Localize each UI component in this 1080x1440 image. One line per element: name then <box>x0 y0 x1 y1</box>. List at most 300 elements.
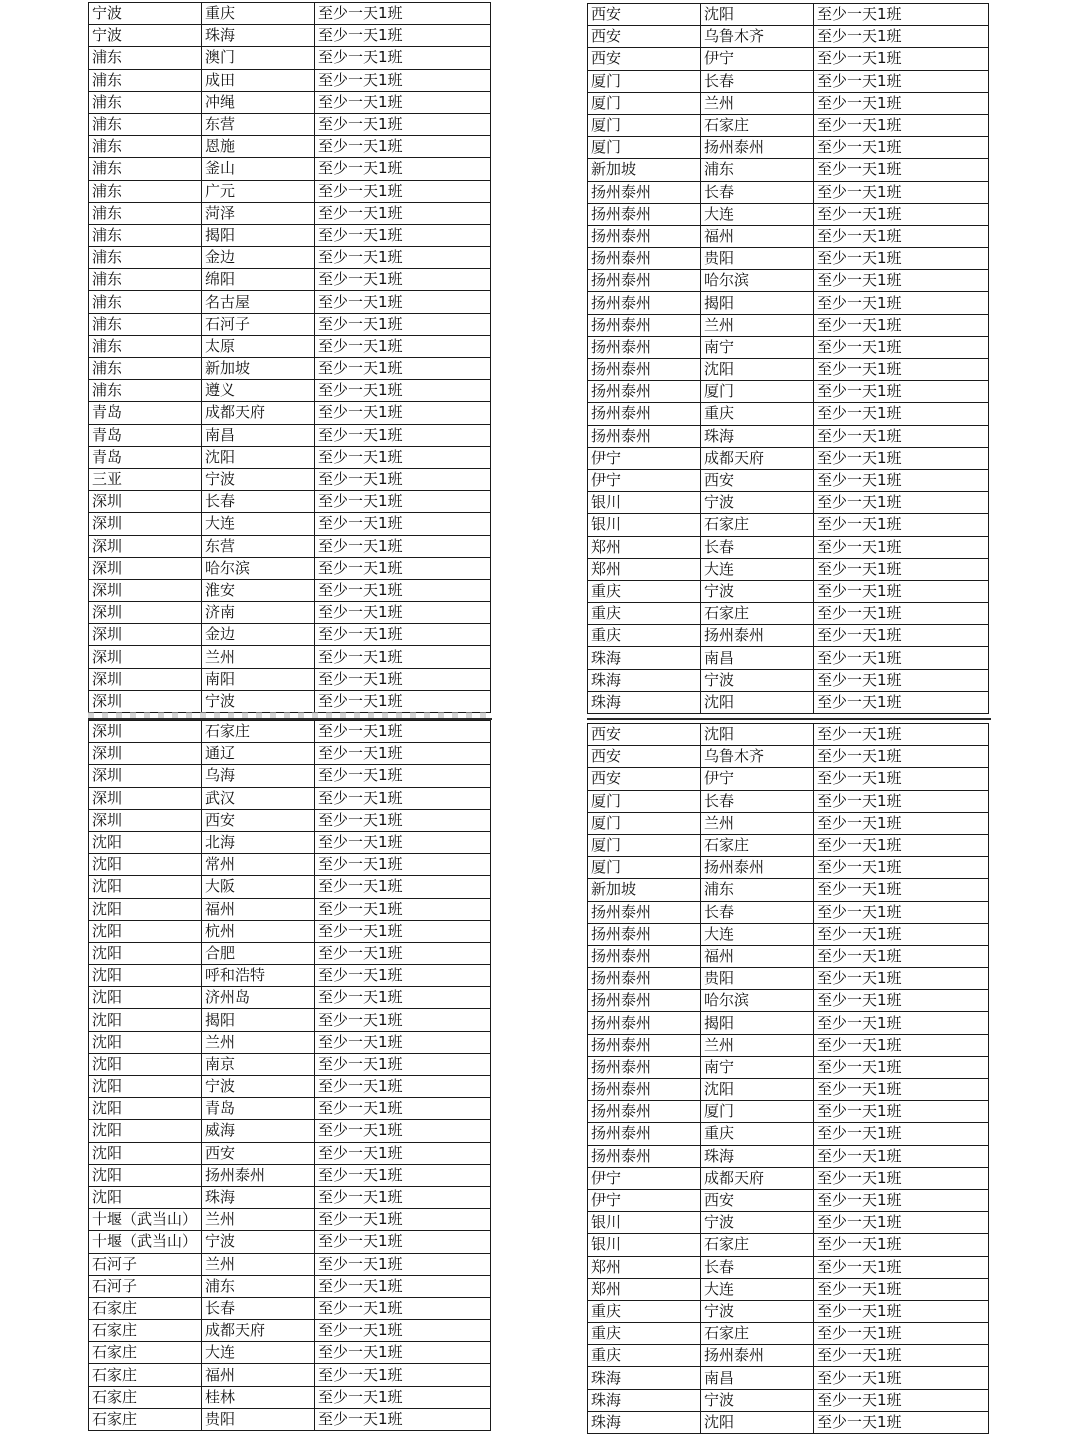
origin-cell: 石家庄 <box>89 1320 202 1342</box>
origin-cell: 沈阳 <box>89 854 202 876</box>
origin-cell: 浦东 <box>89 335 202 357</box>
table-row <box>89 721 491 743</box>
frequency-cell: 至少一天1班 <box>814 425 989 447</box>
table-row <box>588 812 989 834</box>
table-row <box>588 425 989 447</box>
frequency-cell: 至少一天1班 <box>814 181 989 203</box>
origin-cell: 浦东 <box>89 113 202 135</box>
frequency-cell: 至少一天1班 <box>814 203 989 225</box>
destination-cell: 贵阳 <box>701 248 814 270</box>
frequency-cell: 至少一天1班 <box>315 380 491 402</box>
frequency-cell: 至少一天1班 <box>315 468 491 490</box>
origin-cell: 沈阳 <box>89 1098 202 1120</box>
table-row <box>89 224 491 246</box>
frequency-cell: 至少一天1班 <box>315 202 491 224</box>
origin-cell: 银川 <box>588 492 701 514</box>
destination-cell: 哈尔滨 <box>701 990 814 1012</box>
destination-cell: 长春 <box>701 790 814 812</box>
table-row <box>89 876 491 898</box>
destination-cell: 北海 <box>202 831 315 853</box>
origin-cell: 青岛 <box>89 446 202 468</box>
frequency-cell: 至少一天1班 <box>814 137 989 159</box>
frequency-cell: 至少一天1班 <box>315 809 491 831</box>
origin-cell: 浦东 <box>89 358 202 380</box>
table-row <box>89 965 491 987</box>
destination-cell: 扬州泰州 <box>701 1345 814 1367</box>
destination-cell: 大阪 <box>202 876 315 898</box>
destination-cell: 合肥 <box>202 942 315 964</box>
frequency-cell: 至少一天1班 <box>315 854 491 876</box>
frequency-cell: 至少一天1班 <box>315 402 491 424</box>
destination-cell: 乌鲁木齐 <box>701 26 814 48</box>
route-table-body <box>588 724 989 1434</box>
origin-cell: 沈阳 <box>89 920 202 942</box>
origin-cell: 沈阳 <box>89 1053 202 1075</box>
frequency-cell: 至少一天1班 <box>814 945 989 967</box>
origin-cell: 深圳 <box>89 787 202 809</box>
table-row <box>89 180 491 202</box>
table-row <box>89 113 491 135</box>
table-row <box>89 987 491 1009</box>
destination-cell: 成田 <box>202 69 315 91</box>
table-row <box>588 1389 989 1411</box>
table-row <box>89 1297 491 1319</box>
frequency-cell: 至少一天1班 <box>814 381 989 403</box>
table-row <box>89 69 491 91</box>
destination-cell: 石家庄 <box>701 114 814 136</box>
destination-cell: 呼和浩特 <box>202 965 315 987</box>
table-row <box>588 225 989 247</box>
table-row <box>89 787 491 809</box>
origin-cell: 深圳 <box>89 646 202 668</box>
origin-cell: 扬州泰州 <box>588 1012 701 1034</box>
destination-cell: 南阳 <box>202 668 315 690</box>
origin-cell: 浦东 <box>89 180 202 202</box>
origin-cell: 沈阳 <box>89 1120 202 1142</box>
origin-cell: 厦门 <box>588 812 701 834</box>
origin-cell: 银川 <box>588 514 701 536</box>
frequency-cell: 至少一天1班 <box>814 1323 989 1345</box>
destination-cell: 长春 <box>701 181 814 203</box>
destination-cell: 宁波 <box>701 1300 814 1322</box>
destination-cell: 宁波 <box>701 580 814 602</box>
table-row <box>588 469 989 491</box>
origin-cell: 浦东 <box>89 291 202 313</box>
table-row <box>588 1234 989 1256</box>
origin-cell: 郑州 <box>588 1278 701 1300</box>
frequency-cell: 至少一天1班 <box>814 834 989 856</box>
destination-cell: 常州 <box>202 854 315 876</box>
table-row <box>89 202 491 224</box>
frequency-cell: 至少一天1班 <box>315 3 491 25</box>
origin-cell: 扬州泰州 <box>588 181 701 203</box>
origin-cell: 珠海 <box>588 647 701 669</box>
table-row <box>588 270 989 292</box>
origin-cell: 西安 <box>588 768 701 790</box>
table-row <box>89 765 491 787</box>
frequency-cell: 至少一天1班 <box>814 1411 989 1433</box>
frequency-cell: 至少一天1班 <box>814 879 989 901</box>
table-row <box>588 1056 989 1078</box>
table-row <box>89 690 491 712</box>
frequency-cell: 至少一天1班 <box>315 942 491 964</box>
frequency-cell: 至少一天1班 <box>814 114 989 136</box>
frequency-cell: 至少一天1班 <box>814 1012 989 1034</box>
destination-cell: 浦东 <box>701 879 814 901</box>
frequency-cell: 至少一天1班 <box>315 313 491 335</box>
destination-cell: 浦东 <box>701 159 814 181</box>
frequency-cell: 至少一天1班 <box>814 669 989 691</box>
frequency-cell: 至少一天1班 <box>814 1056 989 1078</box>
table-row <box>588 4 989 26</box>
origin-cell: 扬州泰州 <box>588 945 701 967</box>
destination-cell: 石家庄 <box>701 603 814 625</box>
frequency-cell: 至少一天1班 <box>315 1186 491 1208</box>
destination-cell: 通辽 <box>202 743 315 765</box>
destination-cell: 成都天府 <box>202 402 315 424</box>
table-row <box>89 1342 491 1364</box>
frequency-cell: 至少一天1班 <box>315 721 491 743</box>
frequency-cell: 至少一天1班 <box>814 857 989 879</box>
destination-cell: 重庆 <box>701 403 814 425</box>
origin-cell: 重庆 <box>588 603 701 625</box>
destination-cell: 乌海 <box>202 765 315 787</box>
origin-cell: 沈阳 <box>89 1031 202 1053</box>
frequency-cell: 至少一天1班 <box>315 1364 491 1386</box>
destination-cell: 淮安 <box>202 579 315 601</box>
frequency-cell: 至少一天1班 <box>315 1386 491 1408</box>
table-row <box>588 1079 989 1101</box>
frequency-cell: 至少一天1班 <box>814 492 989 514</box>
origin-cell: 郑州 <box>588 558 701 580</box>
destination-cell: 成都天府 <box>701 447 814 469</box>
table-row <box>89 1164 491 1186</box>
origin-cell: 沈阳 <box>89 987 202 1009</box>
frequency-cell: 至少一天1班 <box>814 270 989 292</box>
table-row <box>588 1167 989 1189</box>
origin-cell: 扬州泰州 <box>588 381 701 403</box>
origin-cell: 扬州泰州 <box>588 923 701 945</box>
destination-cell: 西安 <box>202 809 315 831</box>
frequency-cell: 至少一天1班 <box>315 446 491 468</box>
frequency-cell: 至少一天1班 <box>315 579 491 601</box>
destination-cell: 南京 <box>202 1053 315 1075</box>
origin-cell: 重庆 <box>588 1345 701 1367</box>
table-row <box>89 1364 491 1386</box>
table-row <box>588 381 989 403</box>
frequency-cell: 至少一天1班 <box>814 314 989 336</box>
destination-cell: 揭阳 <box>202 1009 315 1031</box>
route-table-bottom-right <box>587 723 989 1434</box>
frequency-cell: 至少一天1班 <box>315 291 491 313</box>
frequency-cell: 至少一天1班 <box>315 158 491 180</box>
origin-cell: 深圳 <box>89 579 202 601</box>
table-row <box>588 1145 989 1167</box>
table-row <box>588 1189 989 1211</box>
destination-cell: 贵阳 <box>701 968 814 990</box>
origin-cell: 扬州泰州 <box>588 403 701 425</box>
table-row <box>588 790 989 812</box>
frequency-cell: 至少一天1班 <box>315 668 491 690</box>
frequency-cell: 至少一天1班 <box>814 1212 989 1234</box>
frequency-cell: 至少一天1班 <box>315 1253 491 1275</box>
origin-cell: 浦东 <box>89 47 202 69</box>
destination-cell: 青岛 <box>202 1098 315 1120</box>
frequency-cell: 至少一天1班 <box>814 1079 989 1101</box>
origin-cell: 深圳 <box>89 624 202 646</box>
table-row <box>89 1231 491 1253</box>
origin-cell: 沈阳 <box>89 1164 202 1186</box>
frequency-cell: 至少一天1班 <box>814 1189 989 1211</box>
origin-cell: 浦东 <box>89 91 202 113</box>
table-row <box>89 446 491 468</box>
origin-cell: 厦门 <box>588 137 701 159</box>
frequency-cell: 至少一天1班 <box>315 113 491 135</box>
table-row <box>89 25 491 47</box>
table-row <box>588 203 989 225</box>
table-row <box>588 724 989 746</box>
frequency-cell: 至少一天1班 <box>315 91 491 113</box>
frequency-cell: 至少一天1班 <box>315 1231 491 1253</box>
table-row <box>89 1076 491 1098</box>
origin-cell: 浦东 <box>89 313 202 335</box>
table-row <box>89 535 491 557</box>
destination-cell: 哈尔滨 <box>202 557 315 579</box>
origin-cell: 石家庄 <box>89 1342 202 1364</box>
origin-cell: 沈阳 <box>89 1076 202 1098</box>
origin-cell: 重庆 <box>588 1323 701 1345</box>
frequency-cell: 至少一天1班 <box>315 898 491 920</box>
destination-cell: 大连 <box>701 203 814 225</box>
destination-cell: 东营 <box>202 113 315 135</box>
frequency-cell: 至少一天1班 <box>814 901 989 923</box>
table-row <box>89 1320 491 1342</box>
destination-cell: 大连 <box>701 558 814 580</box>
destination-cell: 厦门 <box>701 381 814 403</box>
frequency-cell: 至少一天1班 <box>315 335 491 357</box>
origin-cell: 扬州泰州 <box>588 1145 701 1167</box>
origin-cell: 扬州泰州 <box>588 225 701 247</box>
frequency-cell: 至少一天1班 <box>315 47 491 69</box>
destination-cell: 宁波 <box>701 1212 814 1234</box>
frequency-cell: 至少一天1班 <box>814 580 989 602</box>
table-row <box>588 492 989 514</box>
destination-cell: 长春 <box>202 491 315 513</box>
table-row <box>588 292 989 314</box>
frequency-cell: 至少一天1班 <box>315 1053 491 1075</box>
table-row <box>588 923 989 945</box>
table-row <box>588 359 989 381</box>
origin-cell: 石家庄 <box>89 1364 202 1386</box>
destination-cell: 扬州泰州 <box>701 857 814 879</box>
table-row <box>89 579 491 601</box>
origin-cell: 重庆 <box>588 625 701 647</box>
origin-cell: 珠海 <box>588 1367 701 1389</box>
frequency-cell: 至少一天1班 <box>315 136 491 158</box>
destination-cell: 石家庄 <box>701 834 814 856</box>
destination-cell: 长春 <box>701 70 814 92</box>
destination-cell: 大连 <box>701 1278 814 1300</box>
destination-cell: 南昌 <box>701 647 814 669</box>
frequency-cell: 至少一天1班 <box>814 691 989 713</box>
origin-cell: 扬州泰州 <box>588 359 701 381</box>
destination-cell: 沈阳 <box>701 724 814 746</box>
frequency-cell: 至少一天1班 <box>814 225 989 247</box>
frequency-cell: 至少一天1班 <box>315 247 491 269</box>
origin-cell: 宁波 <box>89 25 202 47</box>
table-row <box>588 834 989 856</box>
table-row <box>89 424 491 446</box>
frequency-cell: 至少一天1班 <box>814 746 989 768</box>
table-row <box>89 468 491 490</box>
table-row <box>588 558 989 580</box>
table-row <box>89 942 491 964</box>
destination-cell: 兰州 <box>202 1253 315 1275</box>
frequency-cell: 至少一天1班 <box>814 1234 989 1256</box>
table-row <box>89 1386 491 1408</box>
frequency-cell: 至少一天1班 <box>814 603 989 625</box>
destination-cell: 长春 <box>701 901 814 923</box>
destination-cell: 沈阳 <box>701 691 814 713</box>
destination-cell: 石家庄 <box>701 1323 814 1345</box>
table-row <box>89 491 491 513</box>
origin-cell: 银川 <box>588 1234 701 1256</box>
table-row <box>89 158 491 180</box>
frequency-cell: 至少一天1班 <box>814 469 989 491</box>
origin-cell: 沈阳 <box>89 1186 202 1208</box>
origin-cell: 沈阳 <box>89 898 202 920</box>
origin-cell: 伊宁 <box>588 1167 701 1189</box>
origin-cell: 伊宁 <box>588 469 701 491</box>
frequency-cell: 至少一天1班 <box>315 1209 491 1231</box>
destination-cell: 扬州泰州 <box>701 625 814 647</box>
destination-cell: 揭阳 <box>202 224 315 246</box>
origin-cell: 青岛 <box>89 424 202 446</box>
table-row <box>89 898 491 920</box>
frequency-cell: 至少一天1班 <box>814 724 989 746</box>
destination-cell: 冲绳 <box>202 91 315 113</box>
frequency-cell: 至少一天1班 <box>315 269 491 291</box>
destination-cell: 兰州 <box>202 1209 315 1231</box>
frequency-cell: 至少一天1班 <box>814 48 989 70</box>
frequency-cell: 至少一天1班 <box>315 743 491 765</box>
origin-cell: 郑州 <box>588 1256 701 1278</box>
destination-cell: 哈尔滨 <box>701 270 814 292</box>
table-row <box>588 1012 989 1034</box>
destination-cell: 宁波 <box>202 468 315 490</box>
table-row <box>588 1034 989 1056</box>
destination-cell: 福州 <box>701 945 814 967</box>
destination-cell: 济南 <box>202 602 315 624</box>
destination-cell: 沈阳 <box>202 446 315 468</box>
frequency-cell: 至少一天1班 <box>315 646 491 668</box>
origin-cell: 深圳 <box>89 690 202 712</box>
origin-cell: 珠海 <box>588 1411 701 1433</box>
frequency-cell: 至少一天1班 <box>315 513 491 535</box>
frequency-cell: 至少一天1班 <box>315 424 491 446</box>
frequency-cell: 至少一天1班 <box>814 536 989 558</box>
frequency-cell: 至少一天1班 <box>814 1101 989 1123</box>
destination-cell: 新加坡 <box>202 358 315 380</box>
origin-cell: 厦门 <box>588 834 701 856</box>
destination-cell: 宁波 <box>701 1389 814 1411</box>
destination-cell: 揭阳 <box>701 1012 814 1034</box>
table-row <box>89 402 491 424</box>
origin-cell: 浦东 <box>89 69 202 91</box>
frequency-cell: 至少一天1班 <box>315 25 491 47</box>
destination-cell: 石家庄 <box>701 1234 814 1256</box>
origin-cell: 石家庄 <box>89 1297 202 1319</box>
origin-cell: 扬州泰州 <box>588 248 701 270</box>
origin-cell: 扬州泰州 <box>588 270 701 292</box>
destination-cell: 沈阳 <box>701 1411 814 1433</box>
origin-cell: 扬州泰州 <box>588 1123 701 1145</box>
table-row <box>89 1408 491 1430</box>
destination-cell: 扬州泰州 <box>701 137 814 159</box>
origin-cell: 扬州泰州 <box>588 901 701 923</box>
destination-cell: 桂林 <box>202 1386 315 1408</box>
origin-cell: 石家庄 <box>89 1386 202 1408</box>
destination-cell: 菏泽 <box>202 202 315 224</box>
origin-cell: 沈阳 <box>89 831 202 853</box>
origin-cell: 沈阳 <box>89 942 202 964</box>
destination-cell: 成都天府 <box>701 1167 814 1189</box>
origin-cell: 银川 <box>588 1212 701 1234</box>
frequency-cell: 至少一天1班 <box>814 990 989 1012</box>
destination-cell: 长春 <box>701 536 814 558</box>
origin-cell: 深圳 <box>89 557 202 579</box>
table-row <box>588 1278 989 1300</box>
table-row <box>89 1186 491 1208</box>
origin-cell: 浦东 <box>89 380 202 402</box>
destination-cell: 石家庄 <box>202 721 315 743</box>
destination-cell: 兰州 <box>202 646 315 668</box>
origin-cell: 深圳 <box>89 491 202 513</box>
origin-cell: 深圳 <box>89 535 202 557</box>
destination-cell: 宁波 <box>202 1076 315 1098</box>
table-row <box>89 380 491 402</box>
origin-cell: 石家庄 <box>89 1408 202 1430</box>
frequency-cell: 至少一天1班 <box>315 1076 491 1098</box>
table-row <box>588 248 989 270</box>
frequency-cell: 至少一天1班 <box>315 765 491 787</box>
destination-cell: 太原 <box>202 335 315 357</box>
destination-cell: 长春 <box>701 1256 814 1278</box>
table-row <box>89 809 491 831</box>
origin-cell: 浦东 <box>89 247 202 269</box>
origin-cell: 扬州泰州 <box>588 1034 701 1056</box>
route-table-body <box>588 4 989 714</box>
origin-cell: 扬州泰州 <box>588 336 701 358</box>
table-row <box>89 269 491 291</box>
origin-cell: 浦东 <box>89 269 202 291</box>
table-row <box>588 536 989 558</box>
destination-cell: 石河子 <box>202 313 315 335</box>
origin-cell: 石河子 <box>89 1253 202 1275</box>
frequency-cell: 至少一天1班 <box>814 403 989 425</box>
frequency-cell: 至少一天1班 <box>814 70 989 92</box>
table-row <box>89 47 491 69</box>
origin-cell: 重庆 <box>588 1300 701 1322</box>
frequency-cell: 至少一天1班 <box>814 336 989 358</box>
destination-cell: 名古屋 <box>202 291 315 313</box>
destination-cell: 兰州 <box>701 314 814 336</box>
table-row <box>588 1123 989 1145</box>
route-table-body <box>89 721 491 1431</box>
destination-cell: 宁波 <box>701 669 814 691</box>
frequency-cell: 至少一天1班 <box>315 965 491 987</box>
frequency-cell: 至少一天1班 <box>315 69 491 91</box>
